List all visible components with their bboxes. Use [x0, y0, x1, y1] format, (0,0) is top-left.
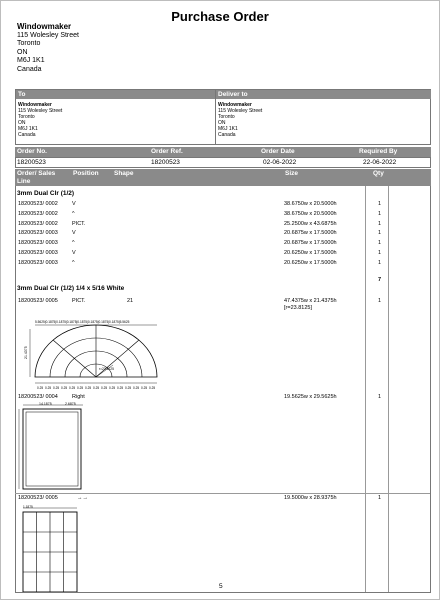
arch-bottom-dim: 0.25 — [149, 386, 156, 390]
line-size: 20.6875w x 17.5000h — [284, 240, 337, 247]
arch-bottom-dim: 0.25 — [61, 386, 68, 390]
page-number: 5 — [219, 583, 223, 590]
company-address-line: Canada — [17, 65, 42, 73]
section-total: 7 — [378, 277, 382, 283]
to-name: Windowmaker — [18, 102, 52, 108]
arch-bottom-dim: 0.25 — [93, 386, 100, 390]
company-address-line: M6J 1K1 — [17, 57, 45, 64]
order-no-header: Order No. — [17, 148, 47, 155]
line-shape: V — [72, 230, 76, 237]
col-position: Position — [73, 170, 99, 177]
line-qty: 1 — [378, 250, 382, 256]
company-address-line: 115 Wolesley Street — [17, 31, 79, 39]
arch-bottom-dim: 0.25 — [53, 386, 60, 390]
required-by-value: 22-06-2022 — [363, 159, 397, 166]
line-size: 38.6750w x 20.5000h — [284, 201, 337, 207]
order-date-value: 02-06-2022 — [263, 159, 297, 166]
line-qty: 1 — [378, 210, 382, 217]
deliver-label: Deliver to — [218, 91, 248, 98]
section-title: 3mm Dual Clr (1/2) 1/4 x 5/16 White — [17, 285, 125, 292]
arch-bottom-dim: 0.25 — [117, 386, 124, 390]
arch-radius-label: r=23.8125 — [99, 367, 114, 371]
line-item: 18200523/ 0003 — [18, 259, 58, 266]
to-address-line: Canada — [18, 132, 36, 138]
to-address-line: Toronto — [18, 114, 35, 120]
line-item: 18200523/ 0002 — [18, 220, 58, 227]
line-size: 19.5000w x 28.9375h — [284, 495, 337, 501]
line-item: 18200523/ 0005 — [18, 495, 58, 501]
order-ref-header: Order Ref. — [151, 148, 183, 155]
line-size: 19.5625w x 29.5625h — [284, 394, 337, 400]
line-size: 20.6250w x 17.5000h — [284, 259, 337, 266]
arch-bottom-dim: 0.25 — [77, 386, 84, 390]
line-shape: ^ — [72, 210, 75, 217]
line-item: 18200523/ 0003 — [18, 230, 58, 237]
rect-top-dim-2: 2.6875 — [65, 402, 76, 406]
page-title: Purchase Order — [171, 9, 269, 24]
arch-bottom-dim: 0.25 — [85, 386, 92, 390]
col-line: Order/ Sales Line — [17, 170, 56, 185]
rect-top-dim: 14.1875 — [39, 402, 52, 406]
line-position: 21 — [127, 298, 134, 304]
line-qty: 1 — [378, 230, 382, 237]
deliver-name: Windowmaker — [218, 102, 252, 108]
line-shape: ^ — [72, 259, 75, 266]
required-by-header: Required By — [359, 148, 398, 155]
to-address — [18, 102, 62, 138]
order-ref-value: 18200523 — [151, 159, 180, 166]
to-address-line: M6J 1K1 — [18, 126, 38, 132]
line-shape: PICT. — [72, 220, 86, 227]
line-item: 18200523/ 0004 — [18, 394, 58, 400]
order-date-header: Order Date — [261, 148, 295, 155]
line-item: 18200523/ 0002 — [18, 210, 58, 217]
to-address-line: 115 Wolesley Street — [18, 108, 63, 114]
line-shape: V — [72, 250, 76, 256]
arch-bottom-dim: 0.25 — [101, 386, 108, 390]
to-label: To — [18, 91, 26, 98]
line-item: 18200523/ 0002 — [18, 201, 58, 207]
deliver-address-line: M6J 1K1 — [218, 126, 238, 132]
company-address-line: Toronto — [17, 40, 41, 47]
arch-bottom-dim: 0.25 — [109, 386, 116, 390]
arch-bottom-dim: 0.25 — [45, 386, 52, 390]
rectangle-window-drawing — [15, 401, 95, 493]
line-size: 25.2500w x 43.6875h — [284, 220, 337, 227]
deliver-address-line: ON — [218, 120, 226, 126]
line-qty: 1 — [378, 201, 382, 207]
line-qty: 1 — [378, 259, 382, 266]
line-qty: 1 — [378, 240, 382, 247]
line-item: 18200523/ 0003 — [18, 250, 58, 256]
line-qty: 1 — [378, 495, 382, 501]
company-name: Windowmaker — [17, 22, 72, 31]
deliver-address-line: 115 Wolesley Street — [218, 108, 263, 114]
line-size: 20.6875w x 17.5000h — [284, 230, 337, 237]
col-shape: Shape — [114, 170, 134, 177]
arch-left-dim: 21.4375 — [24, 346, 28, 359]
to-header — [16, 90, 218, 99]
grid-window-drawing — [15, 504, 85, 592]
line-qty: 1 — [378, 298, 382, 304]
arch-bottom-dim: 0.25 — [37, 386, 44, 390]
deliver-address — [218, 102, 262, 138]
line-size: 38.6750w x 20.5000h — [284, 210, 337, 217]
deliver-header — [216, 90, 431, 99]
company-address-line: ON — [17, 48, 28, 56]
line-qty: 1 — [378, 220, 382, 227]
arch-bottom-dim: 0.25 — [141, 386, 148, 390]
line-item: 18200523/ 0003 — [18, 240, 58, 247]
arch-bottom-dim: 0.25 — [133, 386, 140, 390]
line-size: 20.6250w x 17.5000h — [284, 250, 337, 256]
order-no-value: 18200523 — [17, 159, 46, 166]
line-size: 47.4375w x 21.4375h — [284, 298, 337, 304]
line-shape: ^ — [72, 240, 75, 247]
col-size: Size — [285, 170, 299, 177]
arch-window-drawing — [15, 317, 165, 393]
line-shape: →→ — [77, 495, 88, 501]
line-shape: Right — [72, 394, 85, 400]
col-qty: Qty — [373, 170, 384, 177]
section-title: 3mm Dual Clr (1/2) — [17, 190, 75, 197]
company-block — [17, 23, 79, 74]
arch-bottom-dim: 0.25 — [125, 386, 132, 390]
line-qty: 1 — [378, 394, 382, 400]
arch-bottom-dim: 0.25 — [69, 386, 76, 390]
line-shape: V — [72, 201, 76, 207]
to-address-line: ON — [18, 120, 26, 126]
arch-top-dims: 5.5625|0.1875|0.1875|0.1875|0.1875|0.1875|0.1875|0.1875|5.5625 — [35, 320, 130, 324]
grid-top-dim: 1.1875 — [23, 505, 33, 509]
deliver-address-line: Toronto — [218, 114, 235, 120]
line-size-radius: [r=23.8125] — [284, 305, 312, 311]
line-item: 18200523/ 0005 — [18, 298, 58, 304]
deliver-address-line: Canada — [218, 132, 236, 138]
line-shape: PICT. — [72, 298, 86, 304]
